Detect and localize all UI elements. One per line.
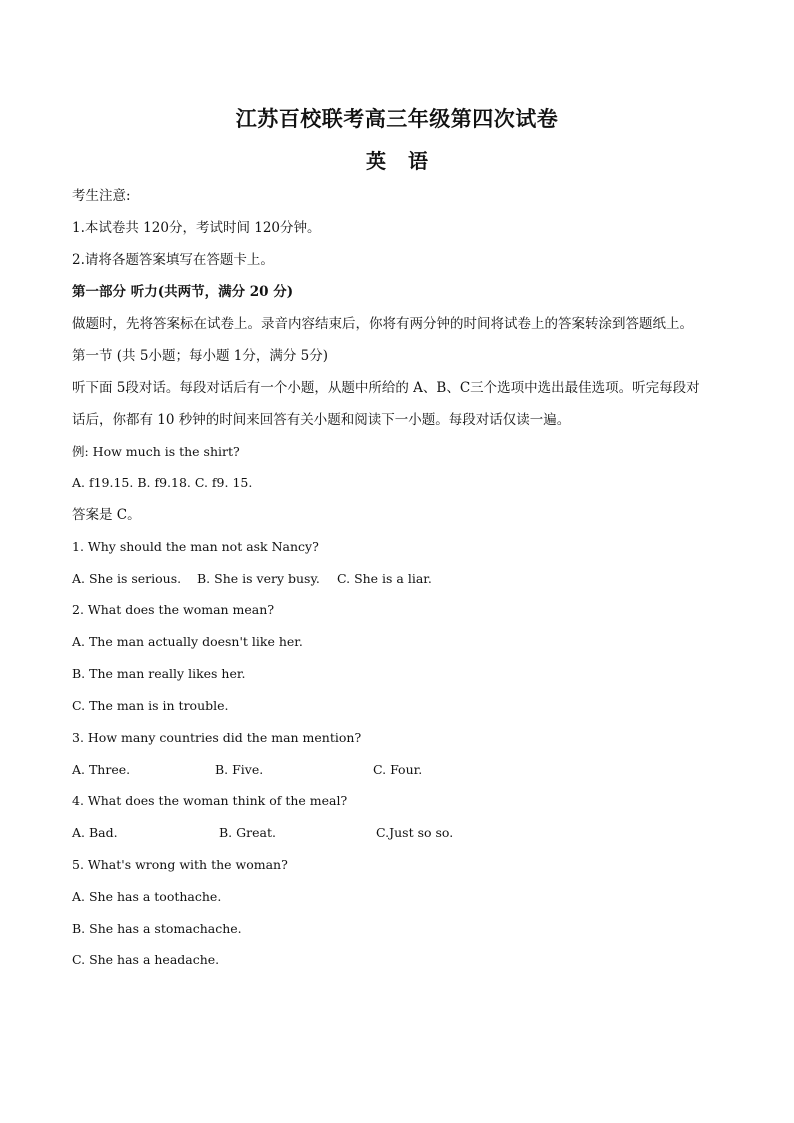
- question-2-option-b: B. The man really likes her.: [72, 666, 246, 681]
- part1-instruction: 做题时，先将答案标在试卷上。录音内容结束后，你将有两分钟的时间将试卷上的答案转涂到答题纸上。: [72, 316, 693, 332]
- notice-heading: 考生注意:: [72, 188, 131, 204]
- notice-item-1: 1.本试卷共 120分，考试时间 120分钟。: [72, 220, 321, 236]
- question-3-option-c: C. Four.: [373, 762, 423, 777]
- question-5-option-b: B. She has a stomachache.: [72, 921, 242, 936]
- question-2: 2. What does the woman mean?: [72, 602, 275, 617]
- question-3-option-b: B. Five.: [215, 762, 264, 777]
- question-1: 1. Why should the man not ask Nancy?: [72, 539, 319, 554]
- example-answer: 答案是 C。: [72, 507, 141, 523]
- section1-heading: 第一节 (共 5小题；每小题 1分，满分 5分): [72, 348, 328, 364]
- notice-item-2: 2.请将各题答案填写在答题卡上。: [72, 252, 274, 268]
- question-3-option-a: A. Three.: [72, 762, 131, 777]
- question-4-option-b: B. Great.: [219, 825, 276, 840]
- question-4-option-c: C.Just so so.: [376, 825, 454, 840]
- question-1-option-a: A. She is serious.: [72, 571, 182, 586]
- question-5: 5. What's wrong with the woman?: [72, 857, 288, 872]
- exam-title: 江苏百校联考高三年级第四次试卷: [235, 106, 559, 131]
- subject-title: 英语: [366, 149, 450, 173]
- part1-heading: 第一部分 听力(共两节，满分 20 分): [72, 284, 294, 300]
- question-5-option-c: C. She has a headache.: [72, 952, 220, 967]
- section1-instruction-line2: 话后，你都有 10 秒钟的时间来回答有关小题和阅读下一小题。每段对话仅读一遍。: [72, 412, 571, 428]
- question-2-option-a: A. The man actually doesn't like her.: [72, 634, 303, 649]
- example-options: A. f19.15. B. f9.18. C. f9. 15.: [72, 475, 253, 490]
- question-1-option-b: B. She is very busy.: [197, 571, 320, 586]
- section1-instruction-line1: 听下面 5段对话。每段对话后有一个小题，从题中所给的 A、B、C三个选项中选出最佳选项。听完每段对: [72, 380, 700, 396]
- example-question: 例: How much is the shirt?: [72, 444, 240, 459]
- question-4-option-a: A. Bad.: [72, 825, 118, 840]
- question-3: 3. How many countries did the man mention?: [72, 730, 362, 745]
- question-5-option-a: A. She has a toothache.: [72, 889, 222, 904]
- question-2-option-c: C. The man is in trouble.: [72, 698, 229, 713]
- question-4: 4. What does the woman think of the meal?: [72, 793, 348, 808]
- question-1-option-c: C. She is a liar.: [337, 571, 432, 586]
